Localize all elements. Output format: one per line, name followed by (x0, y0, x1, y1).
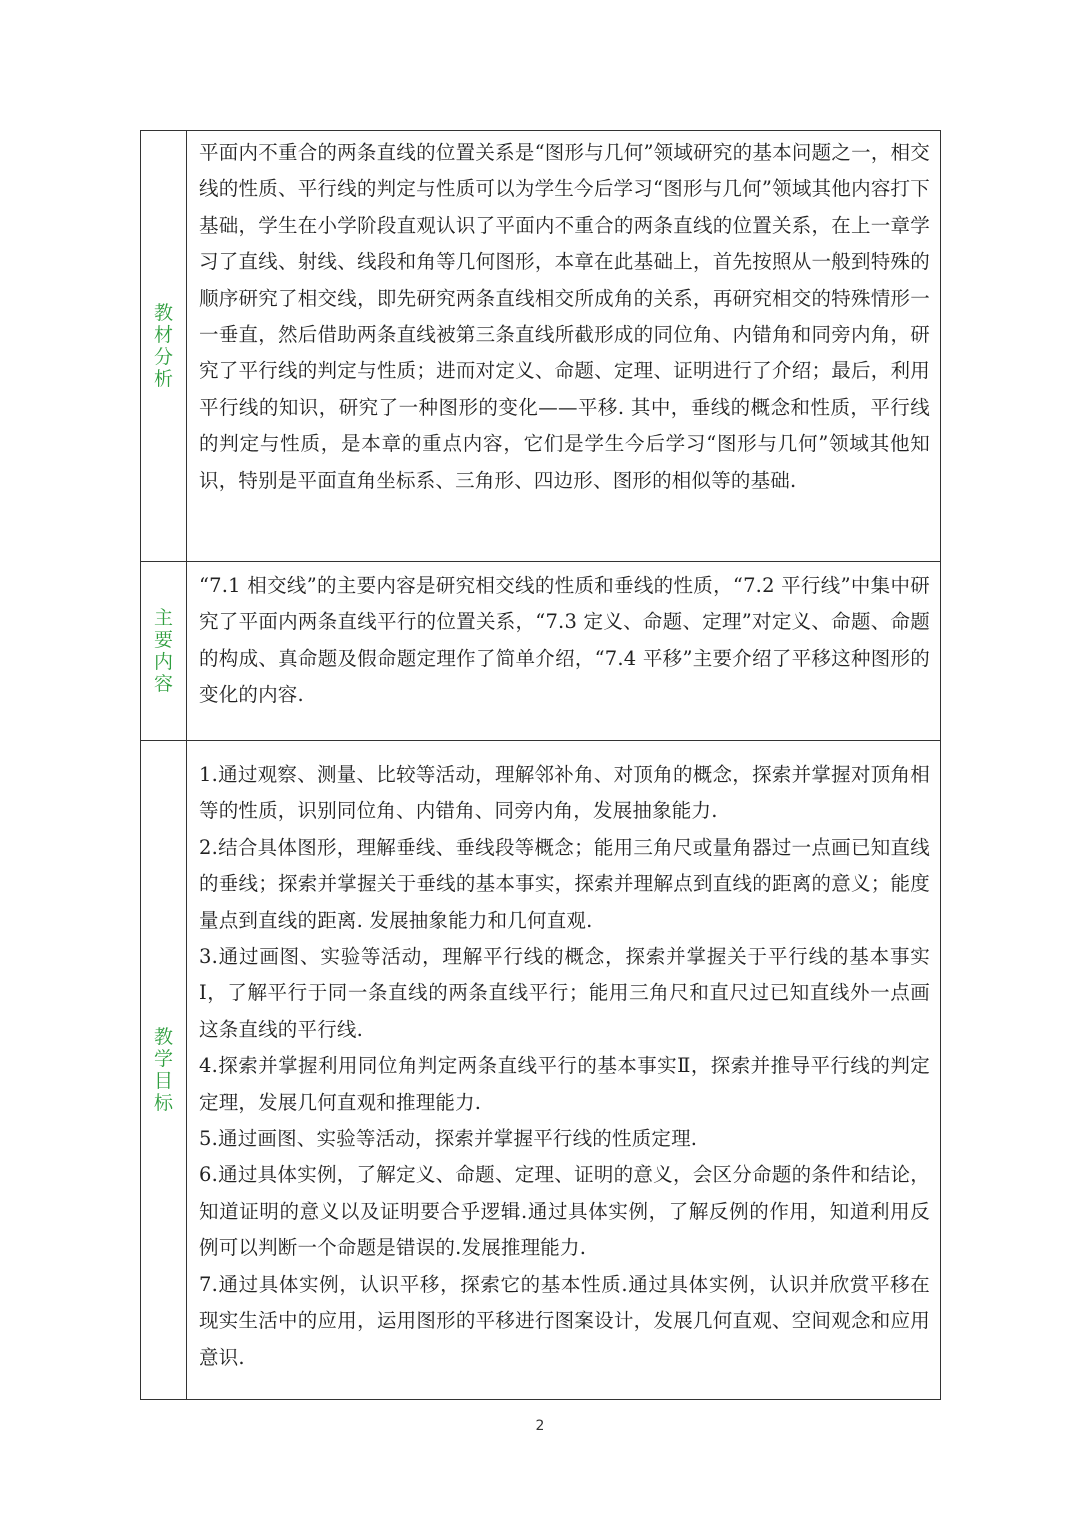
goal-item-5: 5.通过画图、实验等活动，探索并掌握平行线的性质定理. (199, 1127, 698, 1151)
row-label-cell (141, 131, 187, 562)
goal-item-1: 1.通过观察、测量、比较等活动，理解邻补角、对顶角的概念，探索并掌握对顶角相等的性质，识别同位角、内错角、同旁内角，发展抽象能力. (199, 763, 930, 823)
goal-item-7: 7.通过具体实例，认识平移，探索它的基本性质.通过具体实例，认识并欣赏平移在现实生活中的应用，运用图形的平移进行图案设计，发展几何直观、空间观念和应用意识. (199, 1272, 930, 1369)
table-row-main-content (141, 562, 941, 741)
row-content-cell (187, 131, 941, 562)
row-label-cell (141, 741, 187, 1400)
paragraph: 平面内不重合的两条直线的位置关系是“图形与几何”领域研究的基本问题之一，相交线的性质、平行线的判定与性质可以为学生今后学习“图形与几何”领域其他内容打下基础，学生在小学阶段直观认识了平面内不重合的两条直线的位置关系，在上一章学习了直线、射线、线段和角等几何图形，本章在此基础上，首先按照从一般到特殊的顺序研究了相交线，即先研究两条直线相交所成角的关系，再研究相交的特殊情形一一垂直，然后借助两条直线被第三条直线所截形成的同位角、内错角和同旁内角，研究了平行线的判定与性质；进而对定义、命题、定理、证明进行了介绍；最后，利用平行线的知识，研究了一种图形的变化——平移. 其中，垂线的概念和性质，平行线的判定与性质，是本章的重点内容，它们是学生今后学习“图形与几何”领域其他知识，特别是平面直角坐标系、三角形、四边形、图形的相似等的基础. (199, 141, 930, 492)
page-number: 2 (535, 1418, 545, 1434)
row-content-cell (187, 562, 941, 741)
table-row-textbook-analysis (141, 131, 941, 562)
paragraph: “7.1 相交线”的主要内容是研究相交线的性质和垂线的性质，“7.2 平行线”中集中研究了平面内两条直线平行的位置关系，“7.3 定义、命题、定理”对定义、命题、命题的构成、真命题及假命题定理作了简单介绍，“7.4 平移”主要介绍了平移这种图形的变化的内容. (199, 574, 930, 707)
row-label-cell (141, 562, 187, 741)
goal-item-4: 4.探索并掌握利用同位角判定两条直线平行的基本事实Ⅱ，探索并推导平行线的判定定理，发展几何直观和推理能力. (199, 1054, 930, 1114)
lesson-plan-table (140, 130, 941, 1400)
row-content-cell (187, 741, 941, 1400)
row-label: 主要内容 (153, 607, 173, 695)
goal-item-6: 6.通过具体实例，了解定义、命题、定理、证明的意义，会区分命题的条件和结论，知道证明的意义以及证明要合乎逻辑.通过具体实例，了解反例的作用，知道利用反例可以判断一个命题是错误的.发展推理能力. (199, 1163, 930, 1260)
row-label: 教材分析 (153, 302, 173, 390)
table-row-teaching-goals (141, 741, 941, 1400)
goal-item-2: 2.结合具体图形，理解垂线、垂线段等概念；能用三角尺或量角器过一点画已知直线的垂线；探索并掌握关于垂线的基本事实，探索并理解点到直线的距离的意义；能度量点到直线的距离. 发展抽象能力和几何直观. (199, 835, 930, 932)
row-label: 教学目标 (153, 1026, 173, 1114)
goal-item-3: 3.通过画图、实验等活动，理解平行线的概念，探索并掌握关于平行线的基本事实Ⅰ，了解平行于同一条直线的两条直线平行；能用三角尺和直尺过已知直线外一点画这条直线的平行线. (199, 945, 930, 1041)
